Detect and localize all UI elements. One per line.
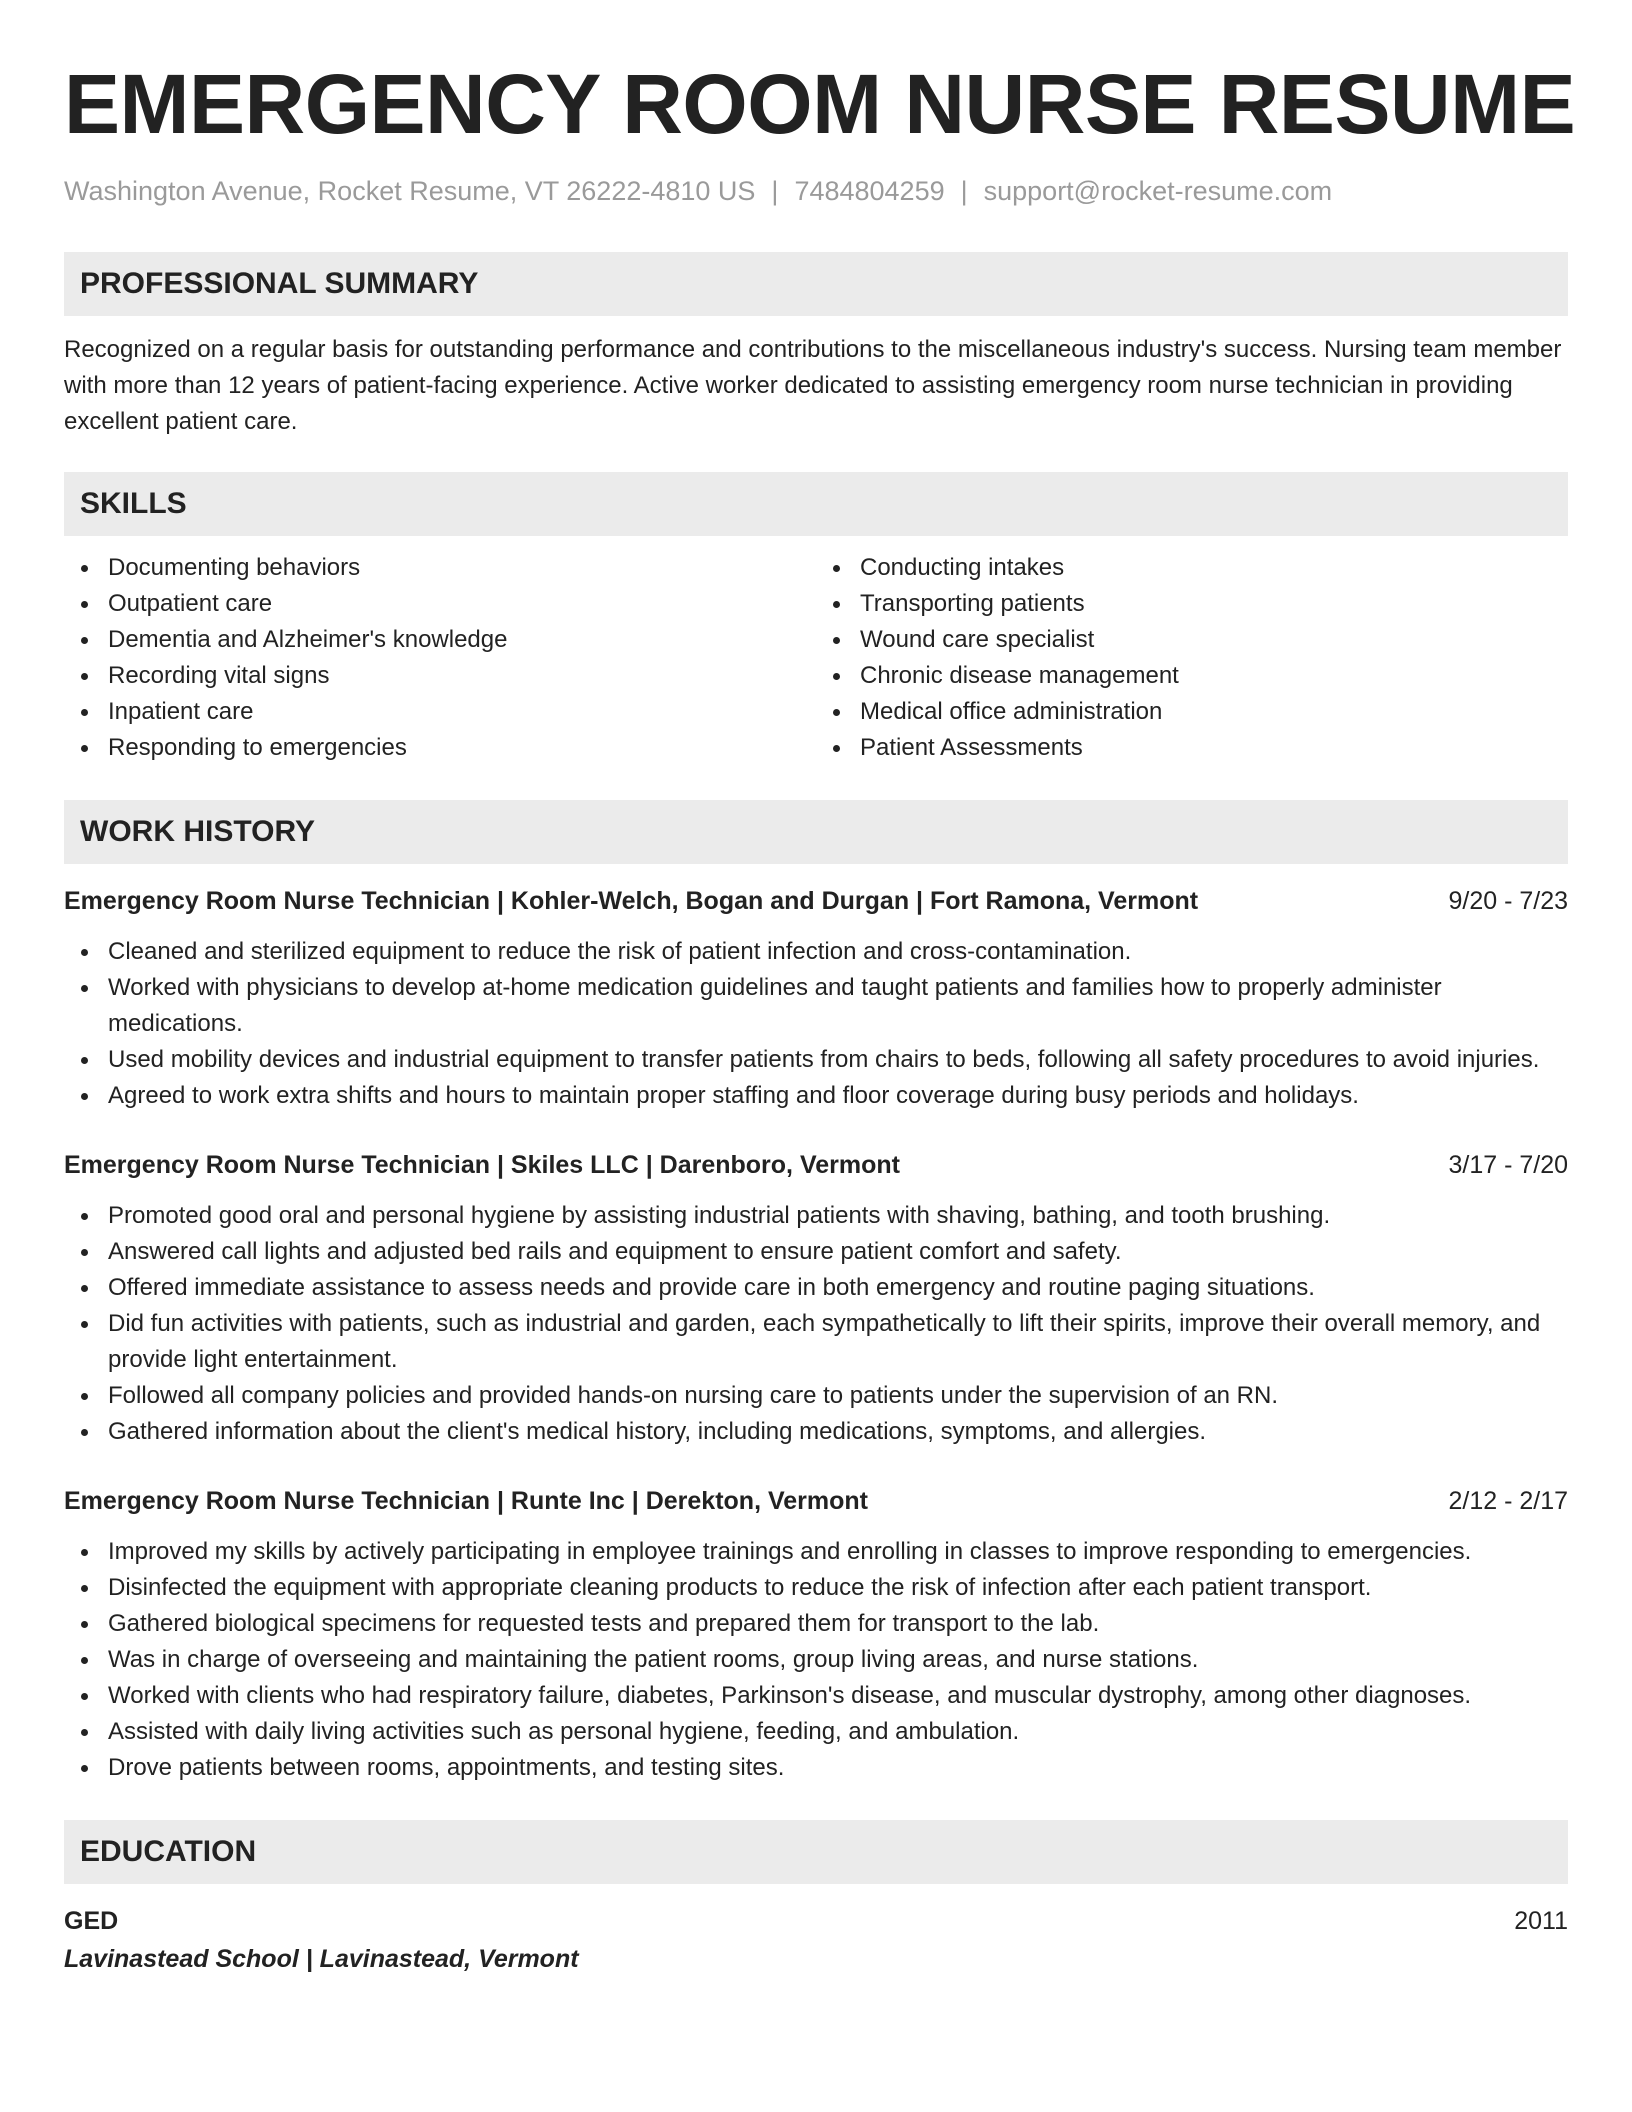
job-bullet: Did fun activities with patients, such as industrial and garden, each sympathetically to lift their spirits, improve their overall memory, and provide light entertainment. [108, 1306, 1568, 1378]
job-title-row [64, 1484, 1568, 1518]
education-degree: GED [64, 1907, 119, 1935]
job-bullet: Answered call lights and adjusted bed rails and equipment to ensure patient comfort and safety. [108, 1234, 1568, 1270]
work-section-heading: WORK HISTORY [64, 800, 1568, 864]
skill-item: Dementia and Alzheimer's knowledge [108, 622, 816, 658]
resume-title: EMERGENCY ROOM NURSE RESUME [64, 57, 1576, 151]
job-bullets [64, 1534, 1568, 1786]
job-bullet: Improved my skills by actively participating in employee trainings and enrolling in classes to improve responding to emergencies. [108, 1534, 1568, 1570]
job-entry [64, 884, 1568, 1114]
job-bullet: Offered immediate assistance to assess needs and provide care in both emergency and routine paging situations. [108, 1270, 1568, 1306]
contact-address: Washington Avenue, Rocket Resume, VT 26222-4810 US [64, 176, 756, 206]
skills-section-heading: SKILLS [64, 472, 1568, 536]
skill-item: Outpatient care [108, 586, 816, 622]
job-bullet: Was in charge of overseeing and maintaining the patient rooms, group living areas, and nurse stations. [108, 1642, 1568, 1678]
skill-item: Responding to emergencies [108, 730, 816, 766]
job-bullet: Disinfected the equipment with appropriate cleaning products to reduce the risk of infection after each patient transport. [108, 1570, 1568, 1606]
contact-line [64, 174, 1568, 208]
skills-list-left [64, 550, 816, 766]
job-bullet: Worked with clients who had respiratory failure, diabetes, Parkinson's disease, and muscular dystrophy, among other diagnoses. [108, 1678, 1568, 1714]
job-bullets [64, 1198, 1568, 1450]
skill-item: Chronic disease management [860, 658, 1568, 694]
skills-columns [64, 550, 1568, 766]
job-bullet: Used mobility devices and industrial equipment to transfer patients from chairs to beds, following all safety procedures to avoid injuries. [108, 1042, 1568, 1078]
education-row [64, 1904, 1568, 1938]
skill-item: Documenting behaviors [108, 550, 816, 586]
job-bullet: Followed all company policies and provided hands-on nursing care to patients under the supervision of an RN. [108, 1378, 1568, 1414]
skill-item: Conducting intakes [860, 550, 1568, 586]
skill-item: Inpatient care [108, 694, 816, 730]
job-title: Emergency Room Nurse Technician | Kohler-Welch, Bogan and Durgan | Fort Ramona, Vermont [64, 887, 1199, 915]
skill-item: Wound care specialist [860, 622, 1568, 658]
skills-list-right [816, 550, 1568, 766]
job-bullet: Cleaned and sterilized equipment to reduce the risk of patient infection and cross-contamination. [108, 934, 1568, 970]
contact-phone: 7484804259 [794, 176, 945, 206]
summary-section-heading: PROFESSIONAL SUMMARY [64, 252, 1568, 316]
job-entry [64, 1148, 1568, 1450]
contact-email: support@rocket-resume.com [983, 176, 1333, 206]
job-bullets [64, 934, 1568, 1114]
job-title-row [64, 1148, 1568, 1182]
summary-text: Recognized on a regular basis for outstanding performance and contributions to the miscellaneous industry's success. Nursing team member with more than 12 years of patient-facing experience. Active worker dedicated to assisting emergency room nurse technician in providing excellent patient care. [64, 336, 1562, 435]
job-dates: 2/12 - 2/17 [1448, 1487, 1568, 1515]
education-section-heading: EDUCATION [64, 1820, 1568, 1884]
job-dates: 3/17 - 7/20 [1448, 1151, 1568, 1179]
skill-item: Recording vital signs [108, 658, 816, 694]
education-year: 2011 [1514, 1907, 1568, 1935]
job-title: Emergency Room Nurse Technician | Skiles LLC | Darenboro, Vermont [64, 1151, 900, 1179]
job-title: Emergency Room Nurse Technician | Runte Inc | Derekton, Vermont [64, 1487, 868, 1515]
job-dates: 9/20 - 7/23 [1448, 887, 1568, 915]
skill-item: Medical office administration [860, 694, 1568, 730]
contact-separator: | [960, 176, 968, 206]
job-bullet: Drove patients between rooms, appointments, and testing sites. [108, 1750, 1568, 1786]
job-bullet: Worked with physicians to develop at-home medication guidelines and taught patients and families how to properly administer medications. [108, 970, 1568, 1042]
job-bullet: Gathered biological specimens for requested tests and prepared them for transport to the lab. [108, 1606, 1568, 1642]
job-title-row [64, 884, 1568, 918]
job-bullet: Assisted with daily living activities such as personal hygiene, feeding, and ambulation. [108, 1714, 1568, 1750]
job-bullet: Gathered information about the client's medical history, including medications, symptoms, and allergies. [108, 1414, 1568, 1450]
contact-separator: | [771, 176, 779, 206]
skill-item: Transporting patients [860, 586, 1568, 622]
job-bullet: Promoted good oral and personal hygiene by assisting industrial patients with shaving, bathing, and tooth brushing. [108, 1198, 1568, 1234]
job-bullet: Agreed to work extra shifts and hours to maintain proper staffing and floor coverage during busy periods and holidays. [108, 1078, 1568, 1114]
education-school: Lavinastead School | Lavinastead, Vermont [64, 1945, 579, 1973]
skill-item: Patient Assessments [860, 730, 1568, 766]
job-entry [64, 1484, 1568, 1786]
